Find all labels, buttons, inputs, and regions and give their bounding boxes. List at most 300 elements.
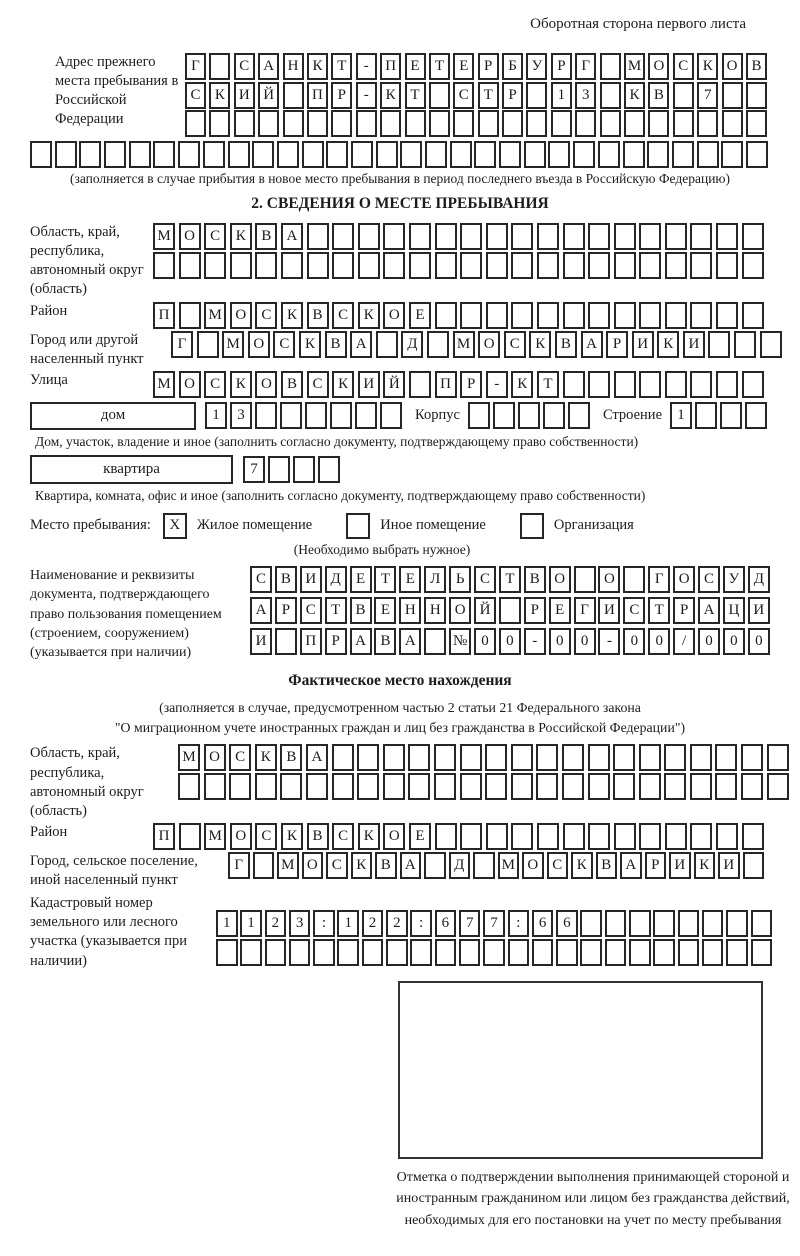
char-box: О xyxy=(383,302,405,329)
char-box xyxy=(383,223,405,250)
char-box: О xyxy=(230,823,252,850)
char-box: В xyxy=(375,852,397,879)
char-box: 2 xyxy=(386,910,408,937)
char-box xyxy=(435,302,457,329)
stamp-caption: Отметка о подтверждении выполнения принимающей стороной и иностранным гражданином или лицом без гражданства действий, необходимых для его постановки на учет по месту пребывания xyxy=(396,1169,790,1229)
char-box: К xyxy=(697,53,718,80)
char-box xyxy=(280,402,302,429)
char-box xyxy=(537,252,559,279)
char-box: Л xyxy=(424,566,446,593)
char-box xyxy=(716,223,738,250)
char-box xyxy=(568,402,590,429)
char-box xyxy=(697,141,719,168)
char-box: О xyxy=(522,852,544,879)
char-box: О xyxy=(204,744,226,771)
char-box xyxy=(742,302,764,329)
char-box xyxy=(600,110,621,137)
char-box xyxy=(376,141,398,168)
char-box xyxy=(639,773,661,800)
char-box: 0 xyxy=(499,628,521,655)
char-box xyxy=(524,141,546,168)
char-box: Е xyxy=(453,53,474,80)
char-box: Р xyxy=(606,331,628,358)
char-box xyxy=(639,223,661,250)
char-box xyxy=(502,110,523,137)
char-box xyxy=(614,252,636,279)
char-box: О xyxy=(549,566,571,593)
char-box xyxy=(332,744,354,771)
char-box xyxy=(473,852,495,879)
choose-note: (Необходимо выбрать нужное) xyxy=(293,541,471,557)
char-box: С xyxy=(673,53,694,80)
char-box xyxy=(459,939,481,966)
char-box: С xyxy=(204,223,226,250)
char-box xyxy=(332,223,354,250)
char-box xyxy=(537,823,559,850)
char-box xyxy=(518,402,540,429)
char-box: О xyxy=(722,53,743,80)
char-box: Н xyxy=(399,597,421,624)
char-box: Б xyxy=(502,53,523,80)
char-box xyxy=(653,910,675,937)
char-box xyxy=(767,744,789,771)
char-box xyxy=(537,223,559,250)
char-box: В xyxy=(307,823,329,850)
char-box: С xyxy=(307,371,329,398)
char-box xyxy=(614,302,636,329)
char-box: П xyxy=(300,628,322,655)
char-box xyxy=(305,402,327,429)
char-box: : xyxy=(508,910,530,937)
raion-label: Район xyxy=(30,302,68,319)
char-box xyxy=(468,402,490,429)
char-box xyxy=(383,252,405,279)
fact-raion-field xyxy=(30,823,770,850)
doc-row-1 xyxy=(250,566,773,593)
char-box: Е xyxy=(399,566,421,593)
char-box: А xyxy=(698,597,720,624)
char-box xyxy=(289,939,311,966)
char-box xyxy=(588,371,610,398)
char-box xyxy=(690,823,712,850)
char-box xyxy=(563,223,585,250)
char-box xyxy=(307,252,329,279)
char-box xyxy=(179,252,201,279)
char-box xyxy=(362,939,384,966)
raion-row xyxy=(153,302,767,329)
char-box: Д xyxy=(449,852,471,879)
char-box xyxy=(283,82,304,109)
char-box: И xyxy=(683,331,705,358)
char-box: О xyxy=(255,371,277,398)
char-box xyxy=(537,302,559,329)
char-box xyxy=(574,566,596,593)
char-box xyxy=(460,302,482,329)
char-box xyxy=(429,110,450,137)
char-box xyxy=(307,223,329,250)
char-box xyxy=(330,402,352,429)
doc-field xyxy=(30,566,770,663)
char-box xyxy=(556,939,578,966)
char-box xyxy=(277,141,299,168)
char-box: А xyxy=(620,852,642,879)
char-box xyxy=(742,823,764,850)
char-box: М xyxy=(204,302,226,329)
char-box xyxy=(258,110,279,137)
char-box: В xyxy=(746,53,767,80)
gorod-field xyxy=(30,331,770,369)
char-box xyxy=(678,939,700,966)
prev-address-field xyxy=(30,53,770,139)
option-zhiloe-label: Жилое помещение xyxy=(196,517,313,534)
char-box xyxy=(536,744,558,771)
char-box: С xyxy=(326,852,348,879)
char-box: С xyxy=(255,823,277,850)
char-box xyxy=(715,773,737,800)
char-box: Д xyxy=(401,331,423,358)
char-box xyxy=(283,110,304,137)
char-box xyxy=(234,110,255,137)
char-box: Т xyxy=(648,597,670,624)
char-box xyxy=(532,939,554,966)
char-box: К xyxy=(307,53,328,80)
char-box xyxy=(726,939,748,966)
stamp-box xyxy=(398,981,763,1159)
char-box xyxy=(318,456,340,483)
char-box: О xyxy=(230,302,252,329)
char-box: В xyxy=(374,628,396,655)
char-box: Т xyxy=(405,82,426,109)
char-box: Г xyxy=(185,53,206,80)
char-box: С xyxy=(623,597,645,624)
char-box: В xyxy=(350,597,372,624)
char-box xyxy=(229,773,251,800)
char-box xyxy=(408,744,430,771)
char-box: С xyxy=(453,82,474,109)
char-box xyxy=(405,110,426,137)
char-box: 2 xyxy=(362,910,384,937)
char-box xyxy=(185,110,206,137)
char-box xyxy=(624,110,645,137)
char-box: 0 xyxy=(474,628,496,655)
char-box: К xyxy=(571,852,593,879)
char-box xyxy=(268,456,290,483)
char-box: - xyxy=(486,371,508,398)
char-box xyxy=(485,773,507,800)
char-box: 0 xyxy=(648,628,670,655)
char-box: И xyxy=(669,852,691,879)
prev-address-row-2 xyxy=(185,82,770,109)
oblast-field xyxy=(30,223,770,300)
char-box: С xyxy=(504,331,526,358)
char-box: В xyxy=(648,82,669,109)
char-box xyxy=(562,744,584,771)
char-box xyxy=(478,110,499,137)
char-box xyxy=(511,773,533,800)
char-box: А xyxy=(581,331,603,358)
char-box xyxy=(460,252,482,279)
fact-caption-line1: (заполняется в случае, предусмотренном частью 2 статьи 21 Федерального закона xyxy=(159,700,641,716)
char-box xyxy=(600,82,621,109)
char-box: 3 xyxy=(289,910,311,937)
char-box: М xyxy=(277,852,299,879)
char-box xyxy=(255,252,277,279)
char-box: П xyxy=(307,82,328,109)
char-box xyxy=(613,773,635,800)
char-box xyxy=(281,252,303,279)
dom-number-row xyxy=(205,402,405,429)
char-box xyxy=(203,141,225,168)
dom-box: дом xyxy=(30,402,196,430)
char-box xyxy=(252,141,274,168)
char-box: 0 xyxy=(748,628,770,655)
char-box: 0 xyxy=(698,628,720,655)
char-box xyxy=(746,110,767,137)
char-box xyxy=(357,744,379,771)
char-box xyxy=(30,141,52,168)
char-box xyxy=(380,402,402,429)
char-box: К xyxy=(281,302,303,329)
char-box: № xyxy=(449,628,471,655)
char-box xyxy=(563,371,585,398)
char-box: В xyxy=(275,566,297,593)
char-box: Е xyxy=(350,566,372,593)
char-box: В xyxy=(596,852,618,879)
char-box: В xyxy=(255,223,277,250)
char-box: В xyxy=(307,302,329,329)
char-box xyxy=(380,110,401,137)
char-box xyxy=(673,110,694,137)
char-box: Г xyxy=(228,852,250,879)
fact-oblast-label: Область, край, республика, автономный округ (область) xyxy=(30,745,144,819)
char-box: П xyxy=(435,371,457,398)
char-box xyxy=(486,302,508,329)
char-box xyxy=(434,773,456,800)
char-box: 2 xyxy=(265,910,287,937)
char-box xyxy=(400,141,422,168)
char-box xyxy=(255,773,277,800)
char-box xyxy=(230,252,252,279)
char-box xyxy=(460,223,482,250)
char-box xyxy=(639,823,661,850)
char-box: К xyxy=(255,744,277,771)
char-box xyxy=(280,773,302,800)
char-box: П xyxy=(153,823,175,850)
kadastr-row-2 xyxy=(216,939,775,966)
char-box: 1 xyxy=(216,910,238,937)
char-box xyxy=(424,628,446,655)
char-box: С xyxy=(474,566,496,593)
char-box: 1 xyxy=(205,402,227,429)
char-box xyxy=(580,939,602,966)
char-box: Р xyxy=(460,371,482,398)
char-box xyxy=(499,141,521,168)
char-box xyxy=(741,744,763,771)
raion-field xyxy=(30,302,770,329)
char-box: С xyxy=(547,852,569,879)
char-box xyxy=(598,141,620,168)
char-box: С xyxy=(185,82,206,109)
char-box xyxy=(357,773,379,800)
char-box xyxy=(460,773,482,800)
char-box xyxy=(408,773,430,800)
char-box: А xyxy=(350,628,372,655)
char-box xyxy=(716,302,738,329)
char-box xyxy=(695,402,717,429)
prev-address-caption: (заполняется в случае прибытия в новое место пребывания в период последнего въезда в Российскую Федерацию) xyxy=(69,170,731,186)
char-box: Г xyxy=(575,53,596,80)
char-box xyxy=(690,223,712,250)
fact-caption-line2: "О миграционном учете иностранных граждан и лиц без гражданства в Российской Федерации") xyxy=(114,720,686,736)
char-box xyxy=(434,744,456,771)
char-box: - xyxy=(524,628,546,655)
char-box xyxy=(435,939,457,966)
char-box xyxy=(614,223,636,250)
option-inoe-label: Иное помещение xyxy=(380,517,486,534)
char-box: Е xyxy=(405,53,426,80)
char-box: О xyxy=(648,53,669,80)
char-box: 0 xyxy=(574,628,596,655)
char-box: С xyxy=(332,823,354,850)
char-box xyxy=(337,939,359,966)
char-box xyxy=(745,402,767,429)
oblast-row-2 xyxy=(153,252,767,279)
char-box xyxy=(653,939,675,966)
char-box: Д xyxy=(748,566,770,593)
char-box: У xyxy=(723,566,745,593)
char-box xyxy=(511,302,533,329)
char-box: 0 xyxy=(623,628,645,655)
char-box: А xyxy=(250,597,272,624)
char-box xyxy=(742,252,764,279)
char-box xyxy=(383,773,405,800)
char-box: 3 xyxy=(230,402,252,429)
char-box xyxy=(179,302,201,329)
char-box: 1 xyxy=(551,82,572,109)
char-box: И xyxy=(598,597,620,624)
char-box xyxy=(665,223,687,250)
char-box xyxy=(702,939,724,966)
char-box: К xyxy=(511,371,533,398)
char-box xyxy=(722,82,743,109)
char-box xyxy=(425,141,447,168)
char-box: С xyxy=(300,597,322,624)
char-box: А xyxy=(306,744,328,771)
section2-title: 2. СВЕДЕНИЯ О МЕСТЕ ПРЕБЫВАНИЯ xyxy=(251,195,549,213)
char-box: К xyxy=(380,82,401,109)
char-box: В xyxy=(524,566,546,593)
char-box: 6 xyxy=(435,910,457,937)
char-box: К xyxy=(529,331,551,358)
fact-oblast-row-2 xyxy=(178,773,792,800)
gorod-row xyxy=(171,331,785,358)
char-box xyxy=(639,252,661,279)
char-box: : xyxy=(410,910,432,937)
ulitsa-field xyxy=(30,371,770,398)
char-box xyxy=(588,302,610,329)
char-box xyxy=(486,823,508,850)
char-box: Е xyxy=(549,597,571,624)
char-box xyxy=(204,252,226,279)
char-box xyxy=(588,744,610,771)
char-box: 0 xyxy=(549,628,571,655)
stroenie-row xyxy=(670,402,770,429)
char-box xyxy=(104,141,126,168)
char-box xyxy=(697,110,718,137)
char-box: К xyxy=(332,371,354,398)
char-box: Ь xyxy=(449,566,471,593)
char-box: У xyxy=(526,53,547,80)
char-box xyxy=(209,110,230,137)
char-box: Ц xyxy=(723,597,745,624)
fact-gorod-row xyxy=(228,852,767,879)
char-box xyxy=(562,773,584,800)
char-box xyxy=(255,402,277,429)
char-box: 3 xyxy=(575,82,596,109)
char-box xyxy=(716,823,738,850)
char-box: К xyxy=(281,823,303,850)
char-box xyxy=(702,910,724,937)
char-box: О xyxy=(598,566,620,593)
char-box: С xyxy=(273,331,295,358)
oblast-row-1 xyxy=(153,223,767,250)
char-box xyxy=(678,910,700,937)
char-box: М xyxy=(498,852,520,879)
char-box xyxy=(743,852,765,879)
char-box xyxy=(228,141,250,168)
char-box xyxy=(722,110,743,137)
char-box xyxy=(460,823,482,850)
char-box: И xyxy=(300,566,322,593)
kadastr-row-1 xyxy=(216,910,775,937)
char-box xyxy=(129,141,151,168)
char-box xyxy=(204,773,226,800)
char-box xyxy=(265,939,287,966)
char-box: 6 xyxy=(532,910,554,937)
char-box: В xyxy=(281,371,303,398)
char-box: П xyxy=(153,302,175,329)
char-box: К xyxy=(358,302,380,329)
char-box: Р xyxy=(502,82,523,109)
char-box xyxy=(409,371,431,398)
char-box: В xyxy=(325,331,347,358)
char-box xyxy=(623,566,645,593)
char-box: И xyxy=(718,852,740,879)
char-box xyxy=(548,141,570,168)
char-box: М xyxy=(153,371,175,398)
char-box xyxy=(240,939,262,966)
mesto-field xyxy=(30,513,770,539)
char-box: М xyxy=(204,823,226,850)
char-box xyxy=(450,141,472,168)
char-box: 1 xyxy=(337,910,359,937)
char-box xyxy=(499,597,521,624)
char-box xyxy=(313,939,335,966)
char-box: Е xyxy=(409,302,431,329)
char-box: С xyxy=(332,302,354,329)
prev-address-row-1 xyxy=(185,53,770,80)
char-box: Е xyxy=(374,597,396,624)
char-box: О xyxy=(673,566,695,593)
kvartira-box: квартира xyxy=(30,455,233,484)
char-box xyxy=(614,823,636,850)
page-corner-note: Оборотная сторона первого листа xyxy=(530,16,746,32)
char-box xyxy=(355,402,377,429)
char-box: О xyxy=(248,331,270,358)
fact-title: Фактическое место нахождения xyxy=(288,672,512,690)
char-box xyxy=(427,331,449,358)
char-box: С xyxy=(234,53,255,80)
